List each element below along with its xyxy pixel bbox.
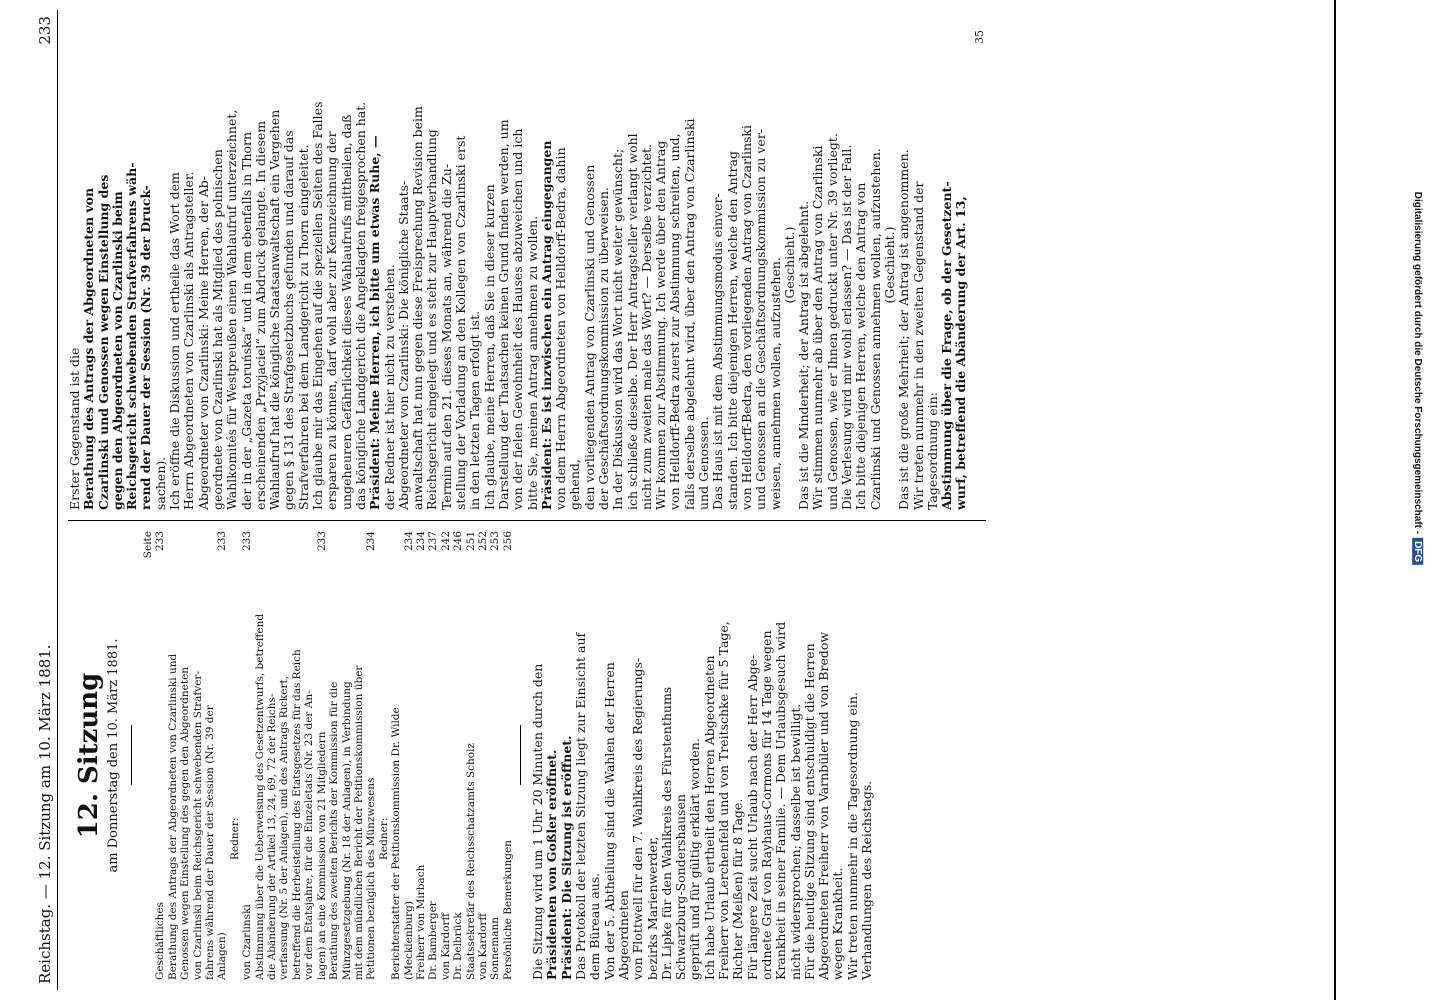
toc-entry-text: Anlagen) (216, 932, 229, 980)
text-line: von Helldorff-Bedra, den vorliegenden Antrag von Czarlinski (738, 124, 754, 510)
toc-entry-text: Abstimmung über die Ueberweisung des Gesetzentwurfs, betreffend (253, 613, 266, 980)
text-line: weisen, annehmen wollen, aufzustehen. (767, 257, 783, 510)
toc-entry (229, 531, 241, 980)
toc-entry-page: 234 (414, 531, 427, 552)
toc-entry-page: 252 (476, 531, 489, 552)
text-line: Termin auf den 21. dieses Monats an, während die Zu- (438, 163, 454, 510)
running-header-title: Reichstag. — 12. Sitzung am 10. März 1881. (36, 644, 54, 984)
text-line: dem Büreau aus. (587, 872, 603, 980)
text-line: Präsident: Es ist inzwischen ein Antrag eingegangen (538, 140, 554, 510)
text-line: Ich eröffne die Diskussion und ertheile das Wort dem (167, 172, 183, 510)
text-line: Freiherr von Lerchenfeld und von Treitschke für 5 Tage, (716, 621, 732, 980)
toc-entry-page: 234 (365, 531, 378, 552)
text-line: Berathung des Antrags der Abgeordneten von (81, 187, 97, 510)
toc-entry-text: lagen) an eine Kommission von 21 Mitgliedern (315, 731, 328, 980)
text-line: Richter (Meißen) für 8 Tage. (730, 798, 746, 980)
text-line: Ich glaube, meine Herren, daß Sie in dieser kurzen (481, 184, 497, 510)
text-line: und Genossen an die Geschäftsordnungskommission zu ver- (753, 128, 769, 510)
left-body-text (531, 531, 874, 980)
toc-entry-text: von Czarlinski (241, 904, 254, 980)
toc-entry-text: Dr. Bamberger (427, 901, 440, 980)
toc-entry (365, 531, 377, 980)
right-body-text (68, 20, 969, 510)
text-line: der Geschäftsordnungskommission zu überweisen. (595, 187, 611, 510)
text-line: ordnete Graf von Rayhaus-Cormons für 14 Tage wegen (758, 630, 774, 980)
text-line: und Genossen. (696, 416, 712, 510)
toc-entry-text: von Kardorff (476, 913, 489, 980)
toc-entry (415, 531, 427, 980)
toc-entry-text: von Czarlinski beim Reichsgericht schwebenden Strafver- (191, 671, 204, 980)
text-line: von der fielen Gewohnheit des Hauses abzuweichen und ich (510, 128, 526, 510)
toc-entry-text: (Mecklenburg) (402, 901, 415, 980)
toc-entry (154, 531, 166, 980)
text-line: geordnete von Czarlinski hat als Mitglied des polnischen (209, 149, 225, 510)
text-line: nicht zum zweiten male das Wort? — Derselbe verzichtet. (638, 144, 654, 510)
text-line: von Helldorff-Bedra zuerst zur Abstimmung schreiten, und, (667, 133, 683, 510)
toc-entry-text: Staatssekretär des Reichsschatzamts Scholz (464, 743, 477, 980)
text-line: standen. Ich bitte diejenigen Herren, welche den Antrag (724, 151, 740, 510)
text-line: Präsident: Die Sitzung ist eröffnet. (558, 735, 574, 980)
text-line: das königliche Landgericht die Angeklagten freigesprochen hat. (352, 101, 368, 510)
text-line: gegen § 131 des Strafgesetzbuchs gefunden und darauf das (281, 130, 297, 510)
text-line: Reichsgericht schwebenden Strafverfahrens wäh- (124, 162, 140, 510)
text-line: geprüft und für gültig erklärt worden. (687, 738, 703, 980)
text-line: bezirks Marienwerder, (644, 836, 660, 980)
table-of-contents (142, 531, 514, 980)
text-line: Erster Gegenstand ist die (67, 347, 82, 510)
text-line: Die Verlesung wird mir wohl erlassen? — Das ist der Fall. (839, 144, 855, 510)
title-rule (131, 726, 132, 786)
text-line: nicht widersprochen; dasselbe ist bewilligt. (787, 703, 803, 980)
text-line: Dr. Lipke für den Wahlkreis des Fürstenthums (658, 686, 674, 980)
toc-entry-page: 242 (439, 531, 452, 552)
text-line: Das ist die Minderheit; der Antrag ist abgelehnt. (796, 200, 812, 510)
dfg-logo: DFG (1413, 538, 1424, 565)
toc-entry-page: 233 (241, 531, 254, 552)
toc-entry-text: Sonnemann (489, 917, 502, 980)
text-line: den vorliegenden Antrag von Czarlinski und Genossen (581, 164, 597, 510)
toc-entry-text: Dr. Delbrück (452, 912, 465, 980)
toc-entry-text: vor dem Etatsjahre, für die Einzeletats (Nr. 23 der An- (303, 690, 316, 980)
text-line: Wahlaufruf hat die königliche Staatsanwaltschaft ein Vergehen (267, 109, 283, 510)
text-line: Reichsgericht eingelegt und es steht zur Hauptverhandlung (424, 129, 440, 510)
text-line: Abgeordneter von Czarlinski: Meine Herren, der Ab- (195, 175, 211, 510)
toc-entry (179, 531, 191, 980)
text-line: Für längere Zeit sucht Urlaub nach der Herr Abge- (744, 654, 760, 980)
toc-entry (502, 531, 514, 980)
text-line: Wir kommen zur Abstimmung. Ich werde über den Antrag (653, 140, 669, 510)
text-line: (Geschieht.) (781, 226, 797, 304)
text-line: in den letzten Tagen erfolgt ist. (467, 310, 483, 510)
toc-entry (278, 531, 290, 980)
text-line: Darstellung der Thatsachen keinen Grund finden werden, um (495, 119, 511, 510)
toc-entry (266, 531, 278, 980)
text-line: stellung der Vorladung an den Kollegen von Czarlinski erst (453, 135, 469, 510)
toc-entry (167, 531, 179, 980)
text-line: Strafverfahren bei dem Landgericht zu Thorn eingeleitet. (295, 144, 311, 510)
toc-entry (341, 531, 353, 980)
toc-entry-text: Geschäftliches (154, 902, 167, 980)
text-line: ersparen zu können, darf wohl aber zur Kennzeichnung der (324, 131, 340, 510)
text-line: Wir treten nunmehr in den zweiten Gegenstand der (910, 181, 926, 510)
toc-entry-text: Berichterstatter der Petitionskommission Dr. Wilde (390, 707, 403, 980)
text-line: Die Sitzung wird um 1 Uhr 20 Minuten durch den (530, 663, 546, 980)
text-line: der Redner ist hier nicht zu verstehen. (381, 264, 397, 510)
text-line: der in der „Gazeta toruńska“ und in dem ebenfalls in Thorn (238, 131, 254, 510)
toc-entry-text: betreffend die Herbeistellung des Etatsgesetzes für das Reich (290, 649, 303, 980)
toc-entry-page: 253 (489, 531, 502, 552)
text-line: Czarlinski und Genossen wegen Einstellung des (95, 174, 111, 510)
toc-entry-text: verfassung (Nr. 5 der Anlagen), und des Antrags Rickert, (278, 675, 291, 980)
section-rule (520, 726, 521, 786)
toc-entry-text: fahrens während der Dauer der Session (Nr. 39 der (204, 705, 217, 980)
toc-entry-text: die Abänderung der Artikel 13, 24, 69, 72 der Reichs- (266, 693, 279, 980)
toc-entry (291, 531, 303, 980)
toc-entry-page: 233 (154, 531, 167, 552)
text-line: Abgeordneten (615, 890, 631, 980)
left-column (68, 520, 986, 990)
text-line: Abgeordneten Freiherr von Varnbüler und von Bredow (816, 631, 832, 980)
text-line: (Geschieht.) (881, 226, 897, 304)
text-line: von dem Herrn Abgeordneten von Helldorff-Bedra, dahin (553, 147, 569, 510)
text-line: Ich bitte diejenigen Herren, welche den Antrag von (853, 182, 869, 510)
text-line: sachen). (152, 456, 168, 510)
text-line: Das Protokoll der letzten Sitzung liegt zur Einsicht auf (573, 632, 589, 980)
toc-entry (353, 531, 365, 980)
right-column (68, 10, 986, 520)
credit-text: Digitalisierung gefördert durch die Deutsche Forschungsgemeinschaft - (1412, 191, 1424, 534)
text-line: Herrn Abgeordneten von Czarlinski als Antragsteller. (181, 171, 197, 510)
toc-entry (477, 531, 489, 980)
toc-entry (204, 531, 216, 980)
toc-entry-text: Petitionen bezüglich des Münzwesens (365, 777, 378, 980)
text-line: Czarlinski und Genossen annehmen wollen, aufzustehen. (867, 148, 883, 510)
toc-entry-page: 251 (464, 531, 477, 552)
toc-entry (378, 531, 390, 980)
toc-entry (303, 531, 315, 980)
text-line: Für die heutige Sitzung sind entschuldigt die Herren (801, 643, 817, 980)
text-line: Wir stimmen nunmehr ab über den Antrag von Czarlinski (810, 145, 826, 510)
toc-entry-page: 234 (402, 531, 415, 552)
running-header (26, 10, 58, 990)
text-line: In der Diskussion wird das Wort nicht weiter gewünscht; (610, 148, 626, 510)
text-line: Von der 5. Abtheilung sind die Wahlen der Herren (601, 662, 617, 980)
text-line: Tagesordnung ein: (924, 392, 940, 510)
text-line: erscheinenden „Przyjaciel“ zum Abdruck gelangte. In diesem (252, 120, 268, 510)
toc-entry (328, 531, 340, 980)
toc-entry (465, 531, 477, 980)
toc-entry-text: Berathung des Antrags der Abgeordneten von Czarlinski und (166, 653, 179, 980)
text-line: Das Haus ist mit dem Abstimmungsmodus einver- (710, 193, 726, 510)
text-line: wurf, betreffend die Abänderung der Art. 13, (953, 196, 969, 510)
text-line: Schwarzburg-Sondershausen (673, 794, 689, 980)
toc-entry-text: Münzgesetzgebung (Nr. 18 der Anlagen), in Verbindung (340, 681, 353, 980)
text-line: ich schließe dieselbe. Der Herr Antragsteller verlangt wohl (624, 133, 640, 510)
toc-entry-page: 256 (501, 531, 514, 552)
toc-entry-page: 246 (452, 531, 465, 552)
text-line: gegen den Abgeordneten von Czarlinski beim (109, 191, 125, 510)
toc-entry-text: Freiherr von Mirbach (414, 864, 427, 980)
toc-entry (254, 531, 266, 980)
text-line: Das ist die große Mehrheit; der Antrag ist angenommen. (896, 149, 912, 510)
toc-entry-text: von Kardorff (439, 913, 452, 980)
toc-entry-text: Genossen wegen Einstellung des gegen den Abgeordneten (179, 666, 192, 980)
text-line: Präsident: Meine Herren, ich bitte um etwas Ruhe, — (367, 135, 383, 510)
text-line: ungeheuren Gefährlichkeit dieses Wahlaufrufs mittheilen, daß (338, 114, 354, 510)
toc-entry-text: Berathung des zweiten Berichts der Kommission für die (328, 681, 341, 980)
text-line: gehend, (567, 459, 583, 510)
toc-entry-text: mit dem mündlichen Bericht der Petitionskommission über (352, 665, 365, 980)
toc-entry (452, 531, 464, 980)
text-line: falls derselbe abgelehnt wird, über den Antrag von Czarlinski (681, 118, 697, 510)
session-date: am Donnerstag den 10. März 1881. (106, 638, 121, 873)
toc-page-label: Seite (142, 531, 154, 559)
toc-entry-page: 233 (216, 531, 229, 552)
text-line: Ich habe Urlaub ertheilt den Herren Abgeordneten (701, 655, 717, 980)
toc-entry (403, 531, 415, 980)
text-line: Präsidenten von Goßler eröffnet. (544, 749, 560, 980)
session-title: 12. Sitzung (74, 672, 104, 839)
toc-entry (241, 531, 253, 980)
text-line: Verhandlungen des Reichstags. (859, 780, 875, 980)
text-line: bitte Sie, meinen Antrag annehmen zu wollen. (524, 215, 540, 510)
toc-entry-text: Redner: (377, 817, 390, 860)
text-line: anwaltschaft hat nun gegen diese Freisprechung Revision beim (410, 106, 426, 510)
scanned-page (26, 10, 1386, 990)
text-line: Abgeordneter von Czarlinski: Die königliche Staats- (395, 180, 411, 510)
text-line: Wir treten nunmehr in die Tagesordnung ein. (844, 692, 860, 980)
signature-number: 35 (972, 30, 986, 44)
toc-entry (216, 531, 228, 980)
text-line: und Genossen, wie er Ihnen gedruckt unter Nr. 39 vorliegt. (824, 133, 840, 510)
toc-entry (489, 531, 501, 980)
text-line: Krankheit in seiner Familie. — Dem Urlaubsgesuch wird (773, 621, 789, 980)
page-number: 233 (36, 16, 54, 45)
text-line: von Flottwell für den 7. Wahlkreis des Regierungs- (630, 657, 646, 980)
text-line: Abstimmung über die Frage, ob der Gesetzent- (939, 181, 955, 510)
toc-entry (316, 531, 328, 980)
toc-entry (192, 531, 204, 980)
toc-entry (440, 531, 452, 980)
toc-entry-text: Redner: (228, 817, 241, 860)
toc-entry (427, 531, 439, 980)
digitization-credit (1408, 8, 1428, 748)
text-line: Ich glaube mir das Eingehen auf die speziellen Seiten des Falles (310, 101, 326, 510)
text-line: Wahlkomités für Westpreußen einen Wahlaufruf unterzeichnet, (224, 109, 240, 510)
toc-entry (390, 531, 402, 980)
text-line: wegen Krankheit. (830, 867, 846, 980)
toc-entry-page: 233 (315, 531, 328, 552)
toc-entry-page: 237 (427, 531, 440, 552)
toc-entry-text: Persönliche Bemerkungen (501, 840, 514, 980)
text-line: rend der Dauer der Session (Nr. 39 der Druck- (138, 185, 154, 510)
